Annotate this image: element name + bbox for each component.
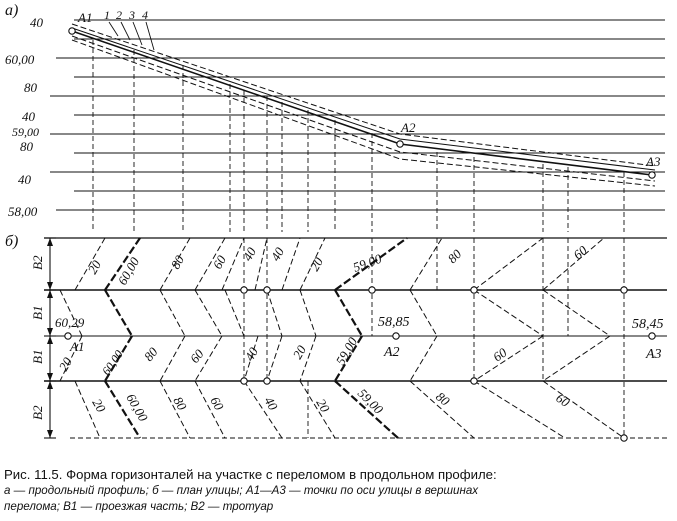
point-a3-label: A3 xyxy=(646,154,661,169)
contours-strip-1 xyxy=(75,238,604,290)
caption-line-1: Рис. 11.5. Форма горизонталей на участке с переломом в продольном профиле: xyxy=(4,467,497,482)
scale-label-58-00: 58,00 xyxy=(8,204,38,219)
caption-line-3: перелома; B1 — проезжая часть; B2 — тротуар xyxy=(4,500,274,513)
axis-point-a3: A3 xyxy=(646,347,662,362)
contours-strip-4-bold xyxy=(105,381,398,438)
strip4-label-80: 80 xyxy=(170,394,190,413)
profile-lines xyxy=(72,24,655,186)
point-a3 xyxy=(649,172,655,178)
strip4-label-20-b: 20 xyxy=(313,396,333,415)
strip3-label-80: 80 xyxy=(140,344,161,364)
line-number-3: 3 xyxy=(129,8,135,22)
strip1-label-80: 80 xyxy=(167,252,188,272)
contours-strip-2-bold xyxy=(105,290,362,336)
axis-value-60-29: 60,29 xyxy=(55,315,85,330)
contours-strip-3-bold xyxy=(105,336,362,381)
scale-label-60-00: 60,00 xyxy=(5,52,35,67)
panel-a-profile xyxy=(5,2,665,232)
axis-point-a2: A2 xyxy=(384,345,400,360)
scale-label-59-00: 59,00 xyxy=(12,125,39,139)
profile-level-lines xyxy=(50,20,665,210)
axis-value-58-85: 58,85 xyxy=(378,315,410,330)
point-a2 xyxy=(397,141,403,147)
strip1-label-60: 60 xyxy=(209,252,230,272)
strip3-label-60-b: 60 xyxy=(490,344,510,365)
caption-line-2: а — продольный профиль; б — план улицы; A1—A3 — точки по оси улицы в вершинах xyxy=(4,484,479,497)
strip1-label-59-00: 59,00 xyxy=(350,250,384,275)
projection-lines xyxy=(93,40,624,232)
scale-label-40-low: 40 xyxy=(18,172,31,187)
line-number-2: 2 xyxy=(116,8,122,22)
strip1-label-60-b: 60 xyxy=(570,242,590,263)
strip4-label-60-b: 60 xyxy=(553,390,573,410)
strip3-label-59-00: 59,00 xyxy=(332,334,361,368)
strip3-label-60: 60 xyxy=(186,346,207,366)
scale-label-80-mid: 80 xyxy=(20,139,33,154)
strip4-label-60: 60 xyxy=(207,394,227,413)
line-number-1: 1 xyxy=(104,8,110,22)
strip1-label-60-00: 60,00 xyxy=(114,254,143,288)
scale-label-80-top: 80 xyxy=(24,80,37,95)
plan-projection-lines xyxy=(241,238,624,438)
point-a2-label: A2 xyxy=(401,120,416,135)
zone-label-b2-bottom: B2 xyxy=(30,405,45,420)
strip3-label-40: 40 xyxy=(241,344,262,364)
zone-label-b1-upper: B1 xyxy=(30,305,45,320)
strip1-label-80-b: 80 xyxy=(444,246,465,267)
zone-label-b2-top: B2 xyxy=(30,255,45,270)
strip4-label-59-00: 59,00 xyxy=(354,385,387,417)
strip1-label-20: 20 xyxy=(84,257,105,277)
axis-value-58-45: 58,45 xyxy=(632,317,664,332)
scale-label-40-top: 40 xyxy=(30,15,43,30)
point-a1-label: A1 xyxy=(78,10,93,25)
contours-strip-2 xyxy=(60,290,610,336)
strip3-label-20: 20 xyxy=(55,354,76,374)
strip1-label-40-b: 40 xyxy=(267,244,288,264)
line-number-4: 4 xyxy=(142,8,148,22)
panel-a-label: а) xyxy=(5,2,19,19)
panel-b-plan xyxy=(5,233,667,441)
zone-label-b1-lower: B1 xyxy=(30,349,45,364)
strip4-label-20: 20 xyxy=(89,396,109,415)
contours-strip-4 xyxy=(75,381,624,438)
strip1-label-40-a: 40 xyxy=(239,244,260,264)
plan-points xyxy=(65,287,655,441)
strip1-label-20-b: 20 xyxy=(306,254,327,274)
figure-caption xyxy=(4,466,674,515)
strip3-label-20-b: 20 xyxy=(289,342,310,362)
scale-label-40-mid: 40 xyxy=(22,109,35,124)
axis-point-a1: A1 xyxy=(70,339,85,354)
strip4-label-80-b: 80 xyxy=(433,388,453,409)
strip3-label-60-00: 60,00 xyxy=(98,347,126,378)
strip4-label-40: 40 xyxy=(261,394,281,413)
panel-b-label: б) xyxy=(5,233,19,250)
strip4-label-60-00: 60,00 xyxy=(123,391,152,424)
point-a1 xyxy=(69,28,75,34)
